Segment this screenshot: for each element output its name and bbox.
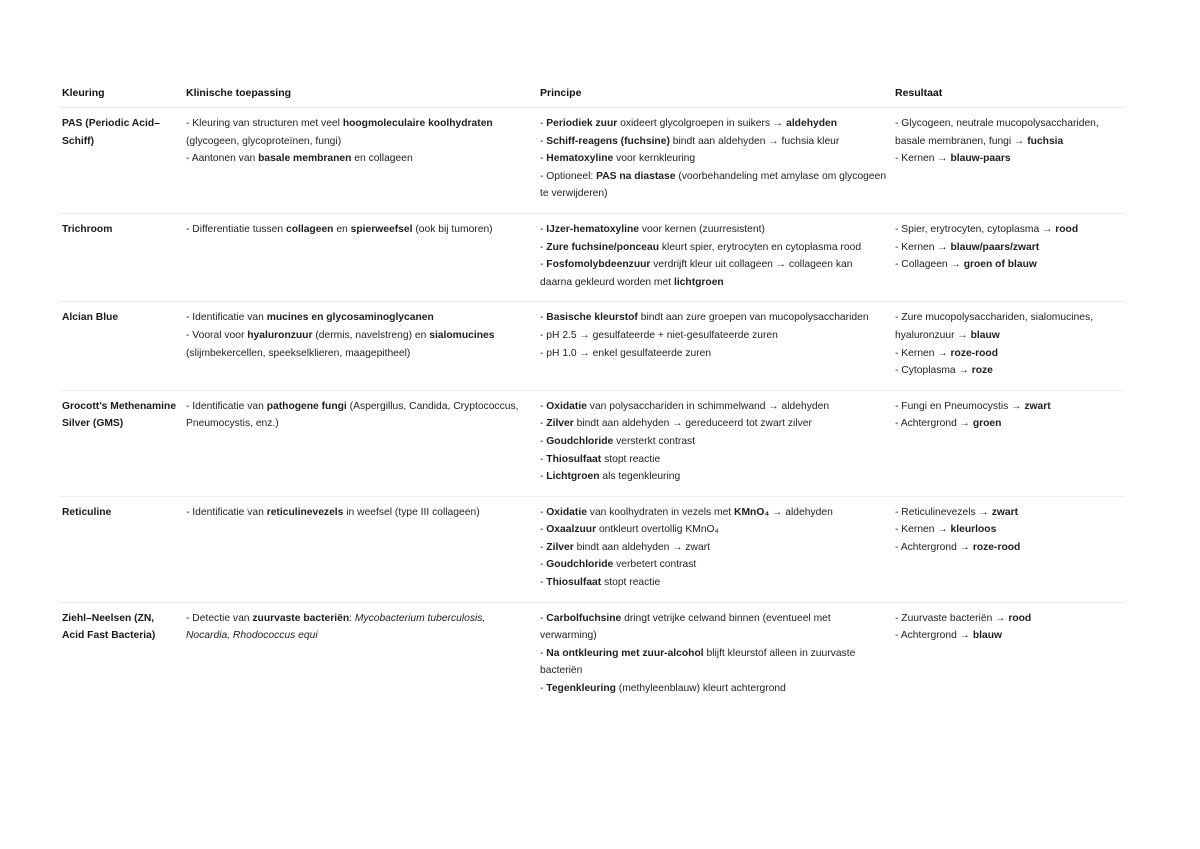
resultaat-text: rood [1055,223,1079,235]
toepassing-text: - Vooral voor [186,329,248,341]
principe-text: (voorbehandeling met amylase om glycogeen te verwijderen) [540,170,887,200]
resultaat-text: - Zure mucopolysacchariden, sialomucines, hyaluronzuur → [895,312,1094,341]
principe-text: Thiosulfaat [546,453,602,465]
toepassing-text: (dermis, navelstreng) en [312,329,430,341]
resultaat-line [895,362,1118,380]
cell-principe [538,108,893,214]
resultaat-text: - Kernen → [895,524,951,536]
principe-text: bindt aan zure groepen van mucopolysacchariden [637,312,869,324]
cell-resultaat [893,302,1124,390]
toepassing-text: Mycobacterium tuberculosis, Nocardia, Rhodococcus equi [186,612,486,642]
principe-text: - [540,471,547,483]
cell-resultaat [893,602,1124,707]
resultaat-line [895,627,1118,645]
principe-text: - [540,577,547,589]
header-kleuring: Kleuring [60,84,184,108]
resultaat-line [895,221,1118,239]
toepassing-line [186,398,532,433]
principe-text: blijft kleurstof alleen in zuurvaste bacteriën [540,647,856,677]
toepassing-line [186,610,532,645]
principe-text: Thiosulfaat [546,577,602,589]
resultaat-text: - Fungi en Pneumocystis → [895,400,1025,412]
principe-text: Basische kleurstof [546,312,638,324]
principe-text: - [540,135,547,147]
header-resultaat: Resultaat [893,84,1124,108]
table-row [60,213,1124,301]
header-principe: Principe [538,84,893,108]
resultaat-line [895,309,1118,344]
toepassing-text: - Aantonen van [186,153,259,165]
toepassing-text: - Identificatie van [186,312,267,324]
principe-text: - [540,435,547,447]
toepassing-text: hyaluronzuur [247,329,313,341]
resultaat-line [895,398,1118,416]
principe-text: - pH 2.5 → gesulfateerde + niet-gesulfateerde zuren [540,329,778,341]
table-row [60,302,1124,390]
principe-text: - [540,153,547,165]
resultaat-line [895,115,1118,150]
principe-text: IJzer-hematoxyline [546,223,640,235]
principe-text: - [540,400,547,412]
resultaat-line [895,256,1118,274]
principe-line [540,415,887,433]
stain-name: Reticuline [60,496,184,602]
principe-text: KMnO₄ [734,506,770,518]
principe-text: - [540,223,547,235]
cell-toepassing [184,390,538,496]
principe-text: aldehyden [786,118,838,129]
principe-line [540,256,887,291]
principe-text: - [540,118,547,129]
principe-line [540,150,887,168]
toepassing-text: - Identificatie van [186,400,267,412]
cell-resultaat [893,108,1124,214]
cell-principe [538,602,893,707]
resultaat-line [895,345,1118,363]
resultaat-text: - Spier, erytrocyten, cytoplasma → [895,223,1056,235]
principe-line [540,574,887,592]
principe-line [540,168,887,203]
resultaat-text: blauw-paars [950,153,1011,165]
principe-text: - [540,241,547,253]
resultaat-line [895,610,1118,628]
table-row [60,108,1124,214]
principe-line [540,398,887,416]
cell-toepassing [184,602,538,707]
principe-text: oxideert glycolgroepen in suikers → [617,118,787,129]
toepassing-text: - Differentiatie tussen [186,223,286,235]
cell-principe [538,390,893,496]
resultaat-line [895,150,1118,168]
toepassing-line [186,150,532,168]
principe-text: - [540,453,547,465]
cell-resultaat [893,390,1124,496]
stain-name: Ziehl–Neelsen (ZN, Acid Fast Bacteria) [62,612,156,642]
principe-text: als tegenkleuring [599,471,681,483]
resultaat-text: - Cytoplasma → [895,365,972,377]
principe-text: Carbolfuchsine [546,612,622,624]
toepassing-text: reticulinevezels [266,506,344,518]
resultaat-text: roze-rood [950,347,998,359]
stain-name: PAS (Periodic Acid–Schiff) [60,108,184,214]
resultaat-text: - Collageen → [895,259,964,271]
principe-text: Schiff-reagens (fuchsine) [546,135,670,147]
resultaat-line [895,539,1118,557]
table-row [60,602,1124,707]
stain-table [60,84,1124,708]
cell-principe [538,302,893,390]
toepassing-text: hoogmoleculaire koolhydraten [342,118,493,129]
toepassing-text: (slijmbekercellen, speekselklieren, maagepitheel) [186,347,411,359]
toepassing-line [186,504,532,522]
principe-text: Oxaalzuur [546,524,597,536]
resultaat-text: roze [971,365,993,377]
principe-text: - [540,259,547,271]
cell-principe [538,496,893,602]
principe-text: - [540,312,547,324]
principe-text: Goudchloride [546,435,614,447]
principe-text: Fosfomolybdeenzuur [546,259,651,271]
principe-text: Hematoxyline [546,153,614,165]
principe-text: - [540,612,547,624]
principe-line [540,468,887,486]
principe-text: - [540,683,547,695]
toepassing-text: sialomucines [429,329,495,341]
principe-text: lichtgroen [673,276,724,288]
principe-text: versterkt contrast [613,435,696,447]
toepassing-line [186,327,532,362]
principe-line [540,610,887,645]
principe-text: - [540,541,547,553]
principe-text: van polysacchariden in schimmelwand → aldehyden [586,400,830,412]
cell-resultaat [893,213,1124,301]
principe-text: voor kernen (zuurresistent) [639,223,765,235]
toepassing-text: in weefsel (type III collageen) [343,506,480,518]
principe-text: verdrijft kleur uit collageen → collageen kan daarna gekleurd worden met [540,259,853,288]
resultaat-text: - Kernen → [895,347,951,359]
principe-line [540,504,887,522]
principe-text: kleurt spier, erytrocyten en cytoplasma rood [659,241,862,253]
toepassing-text: en collageen [351,153,413,165]
principe-line [540,521,887,539]
principe-line [540,327,887,345]
principe-text: stopt reactie [601,577,661,589]
principe-line [540,680,887,698]
principe-line [540,309,887,327]
principe-text: bindt aan aldehyden → fuchsia kleur [669,135,840,147]
principe-text: (methyleenblauw) kleurt achtergrond [615,683,786,695]
toepassing-line [186,309,532,327]
header-klinische-toepassing: Klinische toepassing [184,84,538,108]
toepassing-line [186,115,532,150]
toepassing-line [186,221,532,239]
resultaat-line [895,504,1118,522]
toepassing-text: pathogene fungi [266,400,347,412]
stain-name: Grocott’s Methenamine Silver (GMS) [60,390,184,496]
cell-toepassing [184,108,538,214]
principe-line [540,115,887,133]
resultaat-text: - Achtergrond → [895,418,973,430]
resultaat-text: fuchsia [1027,135,1064,147]
toepassing-text: (ook bij tumoren) [412,223,493,235]
resultaat-text: - Reticulinevezels → [895,506,992,518]
cell-toepassing [184,496,538,602]
toepassing-text: basale membranen [258,153,352,165]
toepassing-text: en [333,223,351,235]
resultaat-text: - Kernen → [895,153,951,165]
stain-name: Trichroom [60,213,184,301]
principe-text: Lichtgroen [546,471,600,483]
resultaat-text: groen [972,418,1002,430]
principe-text: PAS na diastase [596,170,676,182]
cell-principe [538,213,893,301]
resultaat-text: zwart [991,506,1019,518]
principe-line [540,451,887,469]
principe-line [540,645,887,680]
resultaat-text: groen of blauw [963,259,1037,271]
principe-text: - Optioneel: [540,170,597,182]
resultaat-line [895,415,1118,433]
toepassing-text: spierweefsel [350,223,413,235]
principe-text: dringt vetrijke celwand binnen (eventueel met verwarming) [540,612,831,642]
principe-text: - [540,647,547,659]
resultaat-text: zwart [1024,400,1051,412]
principe-text: stopt reactie [601,453,661,465]
header-row [60,84,1124,108]
principe-text: - [540,524,547,536]
principe-text: - [540,418,547,430]
resultaat-text: blauw [972,630,1003,642]
resultaat-text: - Glycogeen, neutrale mucopolysacchariden, basale membranen, fungi → [895,118,1099,147]
resultaat-text: blauw/paars/zwart [950,241,1040,253]
principe-text: Zure fuchsine/ponceau [546,241,660,253]
resultaat-text: kleurloos [950,524,997,536]
resultaat-text: - Achtergrond → [895,541,973,553]
principe-text: ontkleurt overtollig KMnO₄ [596,524,719,536]
principe-text: Oxidatie [546,400,587,412]
cell-toepassing [184,302,538,390]
toepassing-text: (glycogeen, glycoproteïnen, fungi) [186,135,342,147]
principe-text: Tegenkleuring [546,683,616,695]
principe-line [540,539,887,557]
principe-text: - [540,506,547,518]
principe-line [540,239,887,257]
table-row [60,496,1124,602]
principe-text: bindt aan aldehyden → zwart [573,541,711,553]
stain-table-container [60,84,1124,708]
principe-text: → aldehyden [769,506,833,518]
principe-text: bindt aan aldehyden → gereduceerd tot zwart zilver [573,418,812,430]
principe-text: Oxidatie [546,506,587,518]
principe-text: Periodiek zuur [546,118,618,129]
resultaat-text: rood [1008,612,1032,624]
principe-text: Zilver [546,541,574,553]
principe-text: Na ontkleuring met zuur-alcohol [546,647,704,659]
table-row [60,390,1124,496]
toepassing-text: - Kleuring van structuren met veel [186,118,343,129]
toepassing-text: - Detectie van [186,612,253,624]
toepassing-text: zuurvaste bacteriën [252,612,350,624]
toepassing-text: (Aspergillus, Candida, Cryptococcus, Pneumocystis, enz.) [186,400,519,430]
resultaat-text: roze-rood [972,541,1021,553]
toepassing-text: : [349,612,355,624]
toepassing-text: - Identificatie van [186,506,267,518]
cell-toepassing [184,213,538,301]
principe-line [540,345,887,363]
resultaat-line [895,239,1118,257]
principe-text: voor kernkleuring [613,153,696,165]
principe-line [540,556,887,574]
cell-resultaat [893,496,1124,602]
principe-text: van koolhydraten in vezels met [586,506,735,518]
principe-text: verbetert contrast [613,559,697,571]
resultaat-text: - Achtergrond → [895,630,973,642]
principe-text: - pH 1.0 → enkel gesulfateerde zuren [540,347,712,359]
toepassing-text: collageen [285,223,334,235]
resultaat-line [895,521,1118,539]
principe-text: Goudchloride [546,559,614,571]
principe-line [540,433,887,451]
principe-text: Zilver [546,418,574,430]
stain-name: Alcian Blue [60,302,184,390]
resultaat-text: - Kernen → [895,241,951,253]
toepassing-text: mucines en glycosaminoglycanen [266,312,434,324]
resultaat-text: - Zuurvaste bacteriën → [895,612,1009,624]
principe-line [540,133,887,151]
principe-text: - [540,559,547,571]
resultaat-text: blauw [970,329,1000,341]
principe-line [540,221,887,239]
